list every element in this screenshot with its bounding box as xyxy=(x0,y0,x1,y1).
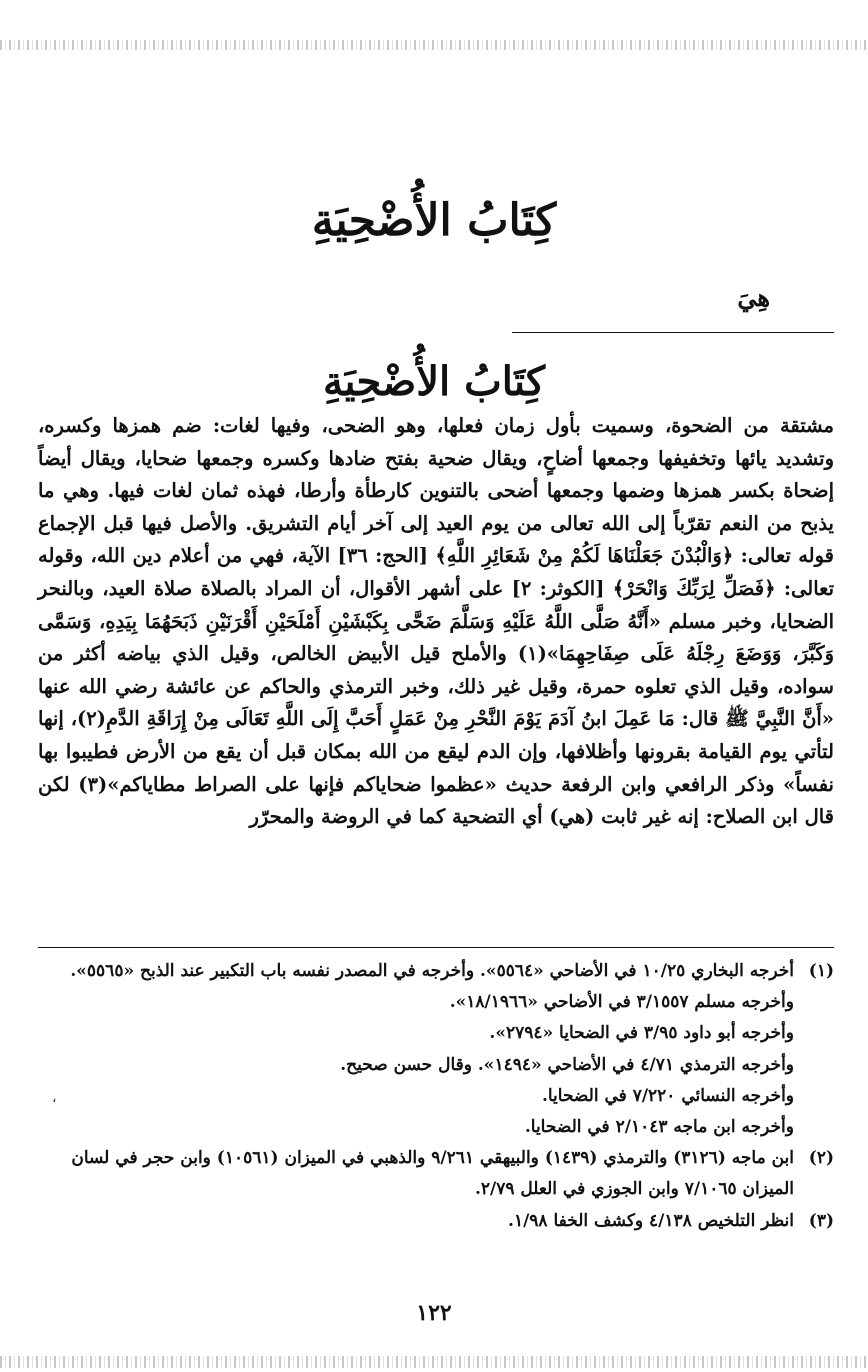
header-rule xyxy=(512,332,834,333)
footnote-rule xyxy=(38,947,834,948)
footnote-line: ابن ماجه (٣١٢٦) والترمذي (١٤٣٩) والبيهقي ٩/٢٦١ والذهبي في الميزان (١٠٥٦١) وابن حجر في لسان الميزان ٧/١٠٦٥ وابن الجوزي في العلل ٢/٧٩. xyxy=(71,1148,794,1200)
book-title: كِتَابُ الأُضْحِيَةِ xyxy=(311,195,557,246)
scan-edge-bottom xyxy=(0,1356,868,1368)
footnote-1 xyxy=(38,956,834,1143)
footnote-line: وأخرجه النسائي ٧/٢٢٠ في الضحايا. xyxy=(541,1085,794,1106)
body-paragraph: مشتقة من الضحوة، وسميت بأول زمان فعلها، وهو الضحى، وفيها لغات: ضم همزها وكسره، وتشديد يائها وتخفيفها وجمعها أضاحٍ، ويقال ضحية بفتح ضادها وكسره وجمعها ضحايا، ويقال أيضاً إضحاة بكسر همزها وضمها وجمعها أضحى بالتنوين كارطأة وأرطا، فهذه ثمان لغات فيها. وهي ما يذبح من النعم تقرّباً إلى الله تعالى من يوم العيد إلى آخر أيام التشريق. والأصل فيها قبل الإجماع قوله تعالى: ﴿وَالْبُدْنَ جَعَلْنَاهَا لَكُمْ مِنْ شَعَائِرِ اللَّهِ﴾ [الحج: ٣٦] الآية، فهي من أعلام دين الله، وقوله تعالى: ﴿فَصَلِّ لِرَبِّكَ وَانْحَرْ﴾ [الكوثر: ٢] على أشهر الأقوال، أن المراد بالصلاة صلاة العيد، وبالنحر الضحايا، وخبر مسلم «أَنَّهُ صَلَّى اللَّهُ عَلَيْهِ وَسَلَّمَ ضَحَّى بِكَبْشَيْنِ أَمْلَحَيْنِ أَقْرَنَيْنِ ذَبَحَهُمَا بِيَدِهِ، وَسَمَّى وَكَبَّرَ، وَوَضَعَ رِجْلَهُ عَلَى صِفَاحِهِمَا»(١) والأملح قيل الأبيض الخالص، وقيل الذي بياضه أكثر من سواده، وقيل الذي تعلوه حمرة، وقيل غير ذلك، وخبر الترمذي والحاكم عن عائشة رضي الله عنها «أَنَّ النَّبِيَّ ﷺ قال: مَا عَمِلَ ابنُ آدَمَ يَوْمَ النَّحْرِ مِنْ عَمَلٍ أَحَبَّ إِلَى اللَّهِ تَعَالَى مِنْ إِرَاقَةِ الدَّمِ(٢)، إنها لتأتي يوم القيامة بقرونها وأظلافها، وإن الدم ليقع من الله بمكان قبل أن يقع من الأرض فطيبوا بها نفساً» وذكر الرافعي وابن الرفعة حديث «عظموا ضحاياكم فإنها على الصراط مطاياكم»(٣) لكن قال ابن الصلاح: إنه غير ثابت (هي) أي التضحية كما في الروضة والمحرّر xyxy=(38,414,835,829)
commentary-title: كِتَابُ الأُضْحِيَةِ xyxy=(322,358,546,405)
matn-lemma: هِيَ xyxy=(737,283,770,312)
footnote-line: وأخرجه الترمذي ٤/٧١ في الأضاحي «١٤٩٤». وقال حسن صحيح. xyxy=(340,1054,794,1075)
footnote-number: (١) xyxy=(808,961,834,981)
page-number: ١٢٢ xyxy=(416,1300,452,1326)
footnote-line: وأخرجه ابن ماجه ٢/١٠٤٣ في الضحايا. xyxy=(524,1117,794,1138)
footnote-line: انظر التلخيص ٤/١٣٨ وكشف الخفا ١/٩٨. xyxy=(508,1210,794,1231)
footnote-line: وأخرجه مسلم ٣/١٥٥٧ في الأضاحي «١٨/١٩٦٦». xyxy=(449,992,794,1013)
scan-edge-top xyxy=(0,40,868,50)
stray-mark: ، xyxy=(52,1090,57,1106)
commentary-body xyxy=(38,410,834,834)
footnote-3 xyxy=(38,1206,834,1237)
footnote-2 xyxy=(38,1143,834,1205)
footnote-number: (٣) xyxy=(808,1210,834,1231)
footnotes xyxy=(38,956,834,1237)
footnote-line: أخرجه البخاري ١٠/٢٥ في الأضاحي «٥٥٦٤». وأخرجه في المصدر نفسه باب التكبير عند الذبح «٥٥٦٥». xyxy=(70,961,794,981)
footnote-number: (٢) xyxy=(808,1148,834,1169)
footnote-line: وأخرجه أبو داود ٣/٩٥ في الضحايا «٢٧٩٤». xyxy=(489,1023,794,1044)
